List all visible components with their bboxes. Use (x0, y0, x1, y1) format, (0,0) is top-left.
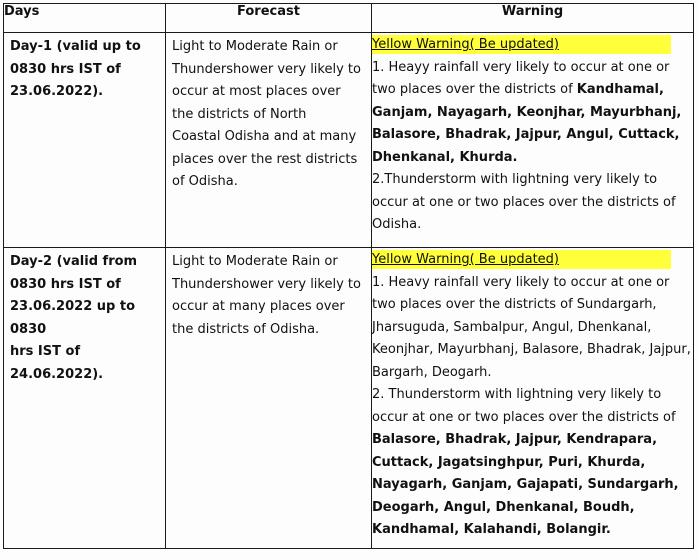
warning-item-text: 2.Thunderstorm with lightning very likely to occur at one or two places over the districts of Odisha. (372, 172, 676, 232)
forecast-cell (166, 248, 372, 549)
forecast-cell (166, 33, 372, 248)
warning-item-text: 1. Heavy rainfall very likely to occur at one or two places over the districts of Sundargarh, Jharsuguda, Sambalpur, Angul, Dhenkanal, Keonjhar, Mayurbhanj, Balasore, Bhadrak, Jajpur, Bargarh, Deogarh. (372, 274, 691, 380)
yellow-warning-label: Yellow Warning( Be updated) (372, 35, 671, 54)
warning-cell (372, 248, 694, 549)
header-warning: Warning (372, 4, 694, 33)
days-text: Day-2 (valid from 0830 hrs IST of 23.06.2022 up to 0830 hrs IST of 24.06.2022). (10, 254, 138, 382)
days-cell (4, 33, 166, 248)
table-row (4, 248, 694, 549)
days-cell (4, 248, 166, 549)
warning-cell (372, 33, 694, 248)
table-header-row (4, 4, 694, 33)
warning-item-text: 2. Thunderstorm with lightning very likely to occur at one or two places over the districts of (372, 387, 676, 425)
forecast-text: Light to Moderate Rain or Thundershower very likely to occur at many places over the districts of Odisha. (172, 254, 361, 337)
table-row (4, 33, 694, 248)
forecast-text: Light to Moderate Rain or Thundershower very likely to occur at most places over the districts of North Coastal Odisha and at many places over the rest districts of Odisha. (172, 39, 361, 189)
district-list: Balasore, Bhadrak, Jajpur, Kendrapara, Cuttack, Jagatsinghpur, Puri, Khurda, Nayagarh, Ganjam, Gajapati, Sundargarh, Deogarh, Angul, Dhenkanal, Boudh, Kandhamal, Kalahandi, Bolangir. (372, 432, 679, 537)
days-text: Day-1 (valid up to 0830 hrs IST of 23.06.2022). (10, 39, 141, 99)
yellow-warning-label: Yellow Warning( Be updated) (372, 250, 671, 269)
warning-item-text: 1. Heayy rainfall very likely to occur at one or two places over the districts of (372, 59, 670, 97)
warning-item-1 (372, 272, 693, 385)
weather-warning-table (3, 3, 694, 549)
header-forecast: Forecast (166, 4, 372, 33)
district-list: Kandhamal, Ganjam, Nayagarh, Keonjhar, Mayurbhanj, Balasore, Bhadrak, Jajpur, Angul, Cuttack, Dhenkanal, Khurda. (372, 82, 682, 165)
warning-item-2 (372, 169, 693, 237)
warning-item-1 (372, 57, 693, 170)
header-days: Days (4, 4, 166, 33)
warning-item-2 (372, 384, 693, 542)
